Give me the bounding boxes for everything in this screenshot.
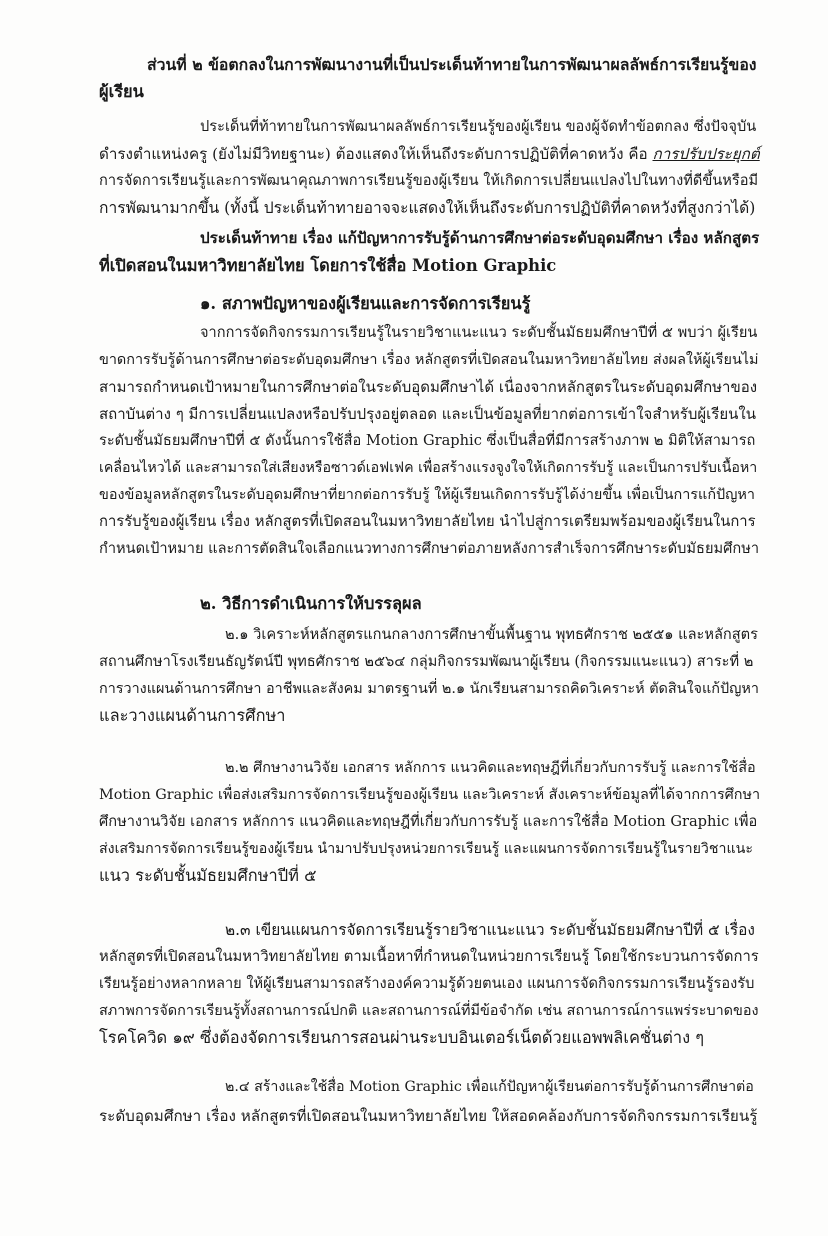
item-2-2-line: Motion Graphic เพื่อส่งเสริมการจัดการเรียนรู้ของผู้เรียน และวิเคราะห์ สังเคราะห์ข้อมูลที่ได้จากการศึกษา [99,787,761,803]
section-1-line: ขาดการรับรู้ด้านการศึกษาต่อระดับอุดมศึกษา เรื่อง หลักสูตรที่เปิดสอนในมหาวิทยาลัยไทย ส่งผลให้ผู้เรียนไม่ [99,352,759,368]
section-1-line: การรับรู้ของผู้เรียน เรื่อง หลักสูตรที่เปิดสอนในมหาวิทยาลัยไทย นำไปสู่การเตรียมพร้อมของผู้เรียนในการ [99,513,756,530]
section-1-line: ระดับชั้นมัธยมศึกษาปีที่ ๕ ดังนั้นการใช้สื่อ Motion Graphic ซึ่งเป็นสื่อที่มีการสร้างภาพ ๒ มิติให้สามารถ [99,432,756,449]
intro-line-2-text: ดำรงตำแหน่งครู (ยังไม่มีวิทยฐานะ) ต้องแสดงให้เห็นถึงระดับการปฏิบัติที่คาดหวัง คือ [99,145,653,163]
item-2-3-line: เรียนรู้อย่างหลากหลาย ให้ผู้เรียนสามารถสร้างองค์ความรู้ด้วยตนเอง แผนการจัดกิจกรรมการเรียนรู้รองรับ [99,975,755,992]
section-1-line: สามารถกำหนดเป้าหมายในการศึกษาต่อในระดับอุดมศึกษาได้ เนื่องจากหลักสูตรในระดับอุดมศึกษาของ [99,378,758,396]
part-heading-line-1: ส่วนที่ ๒ ข้อตกลงในการพัฒนางานที่เป็นประเด็นท้าทายในการพัฒนาผลลัพธ์การเรียนรู้ของ [147,55,757,74]
intro-line-3: การจัดการเรียนรู้และการพัฒนาคุณภาพการเรียนรู้ของผู้เรียน ให้เกิดการเปลี่ยนแปลงไปในทางที่ดีขึ้นหรือมี [99,172,759,189]
section-2-heading: ๒. วิธีการดำเนินการให้บรรลุผล [200,594,422,613]
section-1-line: เคลื่อนไหวได้ และสามารถใส่เสียงหรือซาวด์เอฟเฟค เพื่อสร้างแรงจูงใจให้เกิดการรับรู้ และเป็นการปรับเนื้อหา [99,460,758,476]
item-2-1-line: ๒.๑ วิเคราะห์หลักสูตรแกนกลางการศึกษาขั้นพื้นฐาน พุทธศักราช ๒๕๕๑ และหลักสูตร [225,626,758,643]
item-2-1-line: สถานศึกษาโรงเรียนธัญรัตน์ปี พุทธศักราช ๒๕๖๔ กลุ่มกิจกรรมพัฒนาผู้เรียน (กิจกรรมแนะแนว) สาระที่ ๒ [99,653,754,670]
intro-line-2 [99,144,760,164]
item-2-4-line: ระดับอุดมศึกษา เรื่อง หลักสูตรที่เปิดสอนในมหาวิทยาลัยไทย ให้สอดคล้องกับการจัดกิจกรรมการเรียนรู้ [99,1107,758,1125]
section-1-heading: ๑. สภาพปัญหาของผู้เรียนและการจัดการเรียนรู้ [200,294,531,313]
item-2-1-line: และวางแผนด้านการศึกษา [99,706,286,725]
section-1-line: สถาบันต่าง ๆ มีการเปลี่ยนแปลงหรือปรับปรุงอยู่ตลอด และเป็นข้อมูลที่ยากต่อการเข้าใจสำหรับผู้เรียนใน [99,405,756,423]
challenge-line-2: ที่เปิดสอนในมหาวิทยาลัยไทย โดยการใช้สื่อ Motion Graphic [99,256,557,275]
item-2-3-line: โรคโควิด ๑๙ ซึ่งต้องจัดการเรียนการสอนผ่านระบบอินเตอร์เน็ตด้วยแอพพลิเคชั่นต่าง ๆ [99,1028,705,1047]
intro-line-1: ประเด็นที่ท้าทายในการพัฒนาผลลัพธ์การเรียนรู้ของผู้เรียน ของผู้จัดทำข้อตกลง ซึ่งปัจจุบัน [200,118,757,135]
item-2-2-line: ส่งเสริมการจัดการเรียนรู้ของผู้เรียน นำมาปรับปรุงหน่วยการเรียนรู้ และแผนการจัดการเรียนรู้ในรายวิชาแนะ [99,841,753,857]
item-2-3-line: ๒.๓ เขียนแผนการจัดการเรียนรู้รายวิชาแนะแนว ระดับชั้นมัธยมศึกษาปีที่ ๕ เรื่อง [225,921,755,939]
section-1-line: ของข้อมูลหลักสูตรในระดับอุดมศึกษาที่ยากต่อการรับรู้ ให้ผู้เรียนเกิดการรับรู้ได้ง่ายขึ้น เพื่อเป็นการแก้ปัญหา [99,487,755,503]
item-2-2-line: ศึกษางานวิจัย เอกสาร หลักการ แนวคิดและทฤษฎีที่เกี่ยวกับการรับรู้ และการใช้สื่อ Motion Graphic เพื่อ [99,813,758,830]
intro-emphasis: การปรับประยุกต์ [652,145,760,163]
item-2-3-line: หลักสูตรที่เปิดสอนในมหาวิทยาลัยไทย ตามเนื้อหาที่กำหนดในหน่วยการเรียนรู้ โดยใช้กระบวนการจัดการ [99,948,759,965]
intro-line-4: การพัฒนามากขึ้น (ทั้งนี้ ประเด็นท้าทายอาจจะแสดงให้เห็นถึงระดับการปฏิบัติที่คาดหวังที่สูงกว่าได้) [99,199,756,217]
challenge-line-1: ประเด็นท้าทาย เรื่อง แก้ปัญหาการรับรู้ด้านการศึกษาต่อระดับอุดมศึกษา เรื่อง หลักสูตร [200,229,760,247]
item-2-4-line: ๒.๔ สร้างและใช้สื่อ Motion Graphic เพื่อแก้ปัญหาผู้เรียนต่อการรับรู้ด้านการศึกษาต่อ [225,1079,754,1095]
item-2-2-line: ๒.๒ ศึกษางานวิจัย เอกสาร หลักการ แนวคิดและทฤษฎีที่เกี่ยวกับการรับรู้ และการใช้สื่อ [225,760,756,776]
part-heading-line-2: ผู้เรียน [99,82,144,101]
section-1-line: จากการจัดกิจกรรมการเรียนรู้ในรายวิชาแนะแนว ระดับชั้นมัธยมศึกษาปีที่ ๕ พบว่า ผู้เรียน [200,324,758,341]
item-2-1-line: การวางแผนด้านการศึกษา อาชีพและสังคม มาตรฐานที่ ๒.๑ นักเรียนสามารถคิดวิเคราะห์ ตัดสินใจแก้ปัญหา [99,681,759,697]
item-2-3-line: สภาพการจัดการเรียนรู้ทั้งสถานการณ์ปกติ และสถานการณ์ที่มีข้อจำกัด เช่น สถานการณ์การแพร่ระบาดของ [99,1003,759,1019]
item-2-2-line: แนว ระดับชั้นมัธยมศึกษาปีที่ ๕ [99,866,317,885]
section-1-line: กำหนดเป้าหมาย และการตัดสินใจเลือกแนวทางการศึกษาต่อภายหลังการสำเร็จการศึกษาระดับมัธยมศึกษา [99,540,760,557]
